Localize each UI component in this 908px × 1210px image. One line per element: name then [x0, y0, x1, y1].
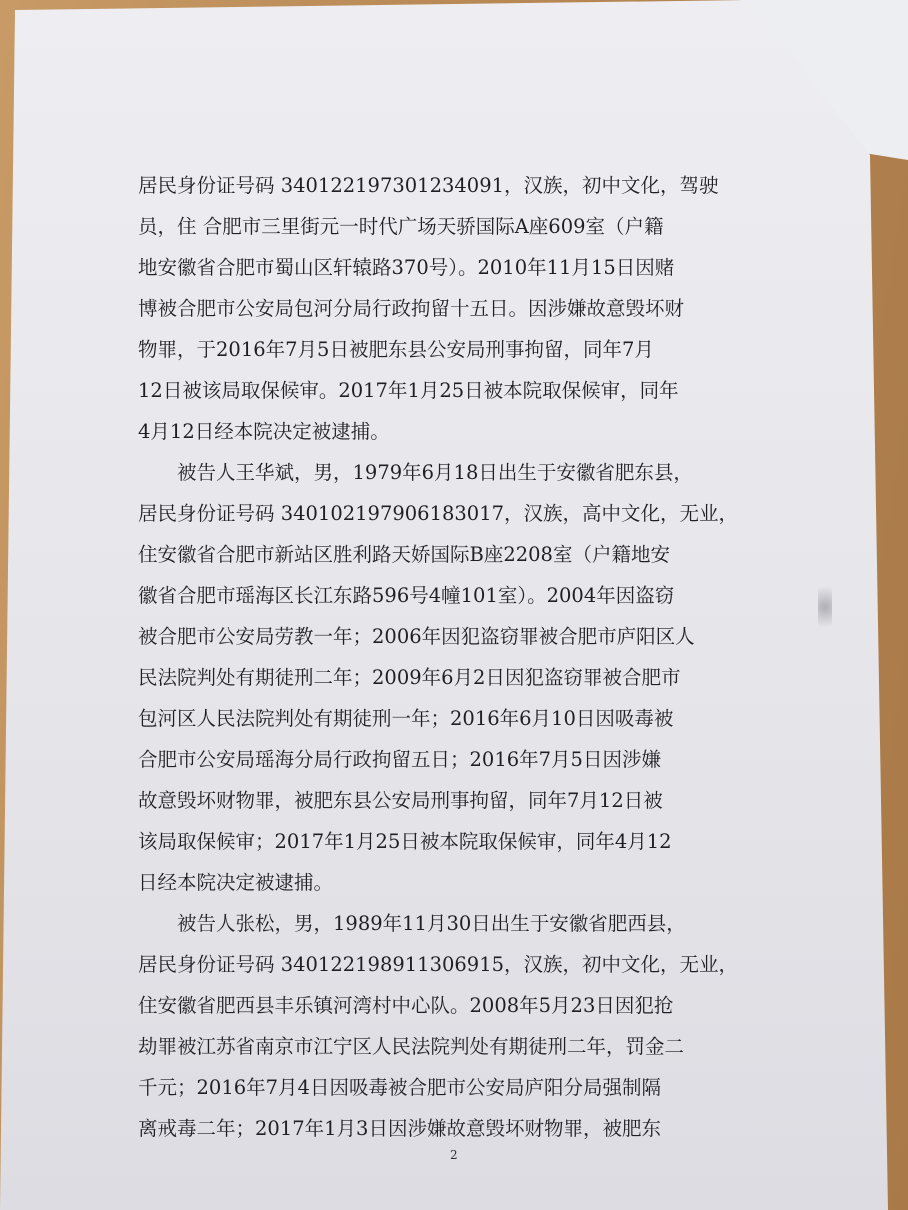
- text-line: 4月12日经本院决定被逮捕。: [138, 420, 390, 443]
- text-line: 该局取保候审；2017年1月25日被本院取保候审，同年4月12: [138, 830, 672, 853]
- text-line: 居民身份证号码 340122197301234091，汉族，初中文化，驾驶: [138, 174, 719, 197]
- document-body: [138, 165, 798, 1149]
- text-line: 徽省合肥市瑶海区长江东路596号4幢101室）。2004年因盗窃: [138, 584, 675, 607]
- text-line: 日经本院决定被逮捕。: [138, 871, 334, 894]
- text-line: 被告人张松，男，1989年11月30日出生于安徽省肥西县，: [177, 912, 686, 935]
- text-line: 故意毁坏财物罪，被肥东县公安局刑事拘留，同年7月12日被: [138, 789, 663, 812]
- text-line: 住安徽省肥西县丰乐镇河湾村中心队。2008年5月23日因犯抢: [138, 994, 674, 1017]
- text-line: 居民身份证号码 340122198911306915，汉族，初中文化，无业，: [138, 953, 739, 976]
- text-line: 被告人王华斌，男，1979年6月18日出生于安徽省肥东县，: [177, 461, 693, 484]
- text-line: 住安徽省合肥市新站区胜利路天娇国际B座2208室（户籍地安: [138, 543, 670, 566]
- text-line: 居民身份证号码 340102197906183017，汉族，高中文化，无业，: [138, 502, 739, 525]
- text-line: 包河区人民法院判处有期徒刑一年；2016年6月10日因吸毒被: [138, 707, 674, 730]
- text-line: 员，住 合肥市三里街元一时代广场天骄国际A座609室（户籍: [138, 215, 664, 238]
- text-line: 离戒毒二年；2017年1月3日因涉嫌故意毁坏财物罪，被肥东: [138, 1117, 661, 1140]
- text-line: 地安徽省合肥市蜀山区轩辕路370号）。2010年11月15日因赌: [138, 256, 675, 279]
- text-line: 物罪，于2016年7月5日被肥东县公安局刑事拘留，同年7月: [138, 338, 654, 361]
- text-line: 千元；2016年7月4日因吸毒被合肥市公安局庐阳分局强制隔: [138, 1076, 661, 1099]
- paper-tear-mark: [818, 578, 832, 636]
- text-line: 12日被该局取保候审。2017年1月25日被本院取保候审，同年: [138, 379, 679, 402]
- page-number: 2: [450, 1148, 458, 1162]
- text-line: 劫罪被江苏省南京市江宁区人民法院判处有期徒刑二年，罚金二: [138, 1035, 685, 1058]
- text-line: 博被合肥市公安局包河分局行政拘留十五日。因涉嫌故意毁坏财: [138, 297, 685, 320]
- text-line: 合肥市公安局瑶海分局行政拘留五日；2016年7月5日因涉嫌: [138, 748, 661, 771]
- text-line: 民法院判处有期徒刑二年；2009年6月2日因犯盗窃罪被合肥市: [138, 666, 681, 689]
- text-line: 被合肥市公安局劳教一年；2006年因犯盗窃罪被合肥市庐阳区人: [138, 625, 695, 648]
